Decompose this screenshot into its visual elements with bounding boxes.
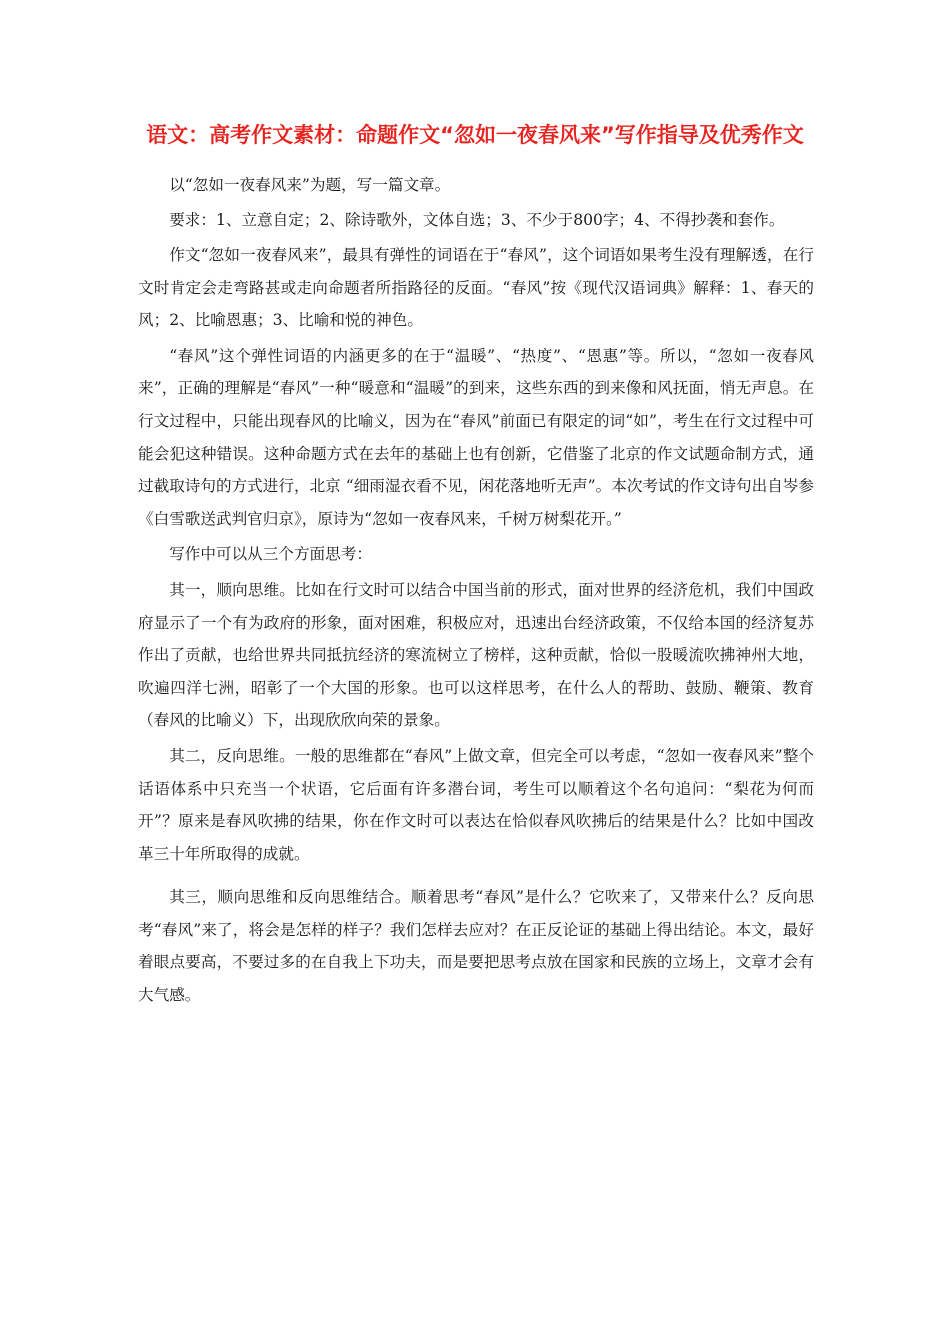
- paragraph-prompt: 以“忽如一夜春风来”为题，写一篇文章。: [169, 176, 451, 194]
- document-body: [138, 170, 814, 1012]
- paragraph-requirements: 要求：1、立意自定；2、除诗歌外，文体自选；3、不少于800字；4、不得抄袭和套作。: [169, 210, 785, 229]
- paragraph-spring-wind: “春风”这个弹性词语的内涵更多的在于“温暖”、“热度”、“恩惠”等。所以，“忽如一夜春风来”，正确的理解是“春风”一种“暖意和“温暖”的到来，这些东西的到来像和风抚面，悄无声息。在行文过程中，只能出现春风的比喻义，因为在“春风”前面已有限定的词“如”，考生在行文过程中可能会犯这种错误。这种命题方式在去年的基础上也有创新，它借鉴了北京的作文试题命制方式，通过截取诗句的方式进行，北京 “细雨湿衣看不见，闲花落地听无声”。本次考试的作文诗句出自岑参《白雪歌送武判官归京》，原诗为“忽如一夜春风来，千树万树梨花开。”: [138, 346, 814, 528]
- paragraph-three-aspects: 写作中可以从三个方面思考：: [169, 545, 372, 564]
- paragraph-third-approach: 其三，顺向思维和反向思维结合。顺着思考“春风”是什么？它吹来了，又带来什么？反向思考“春风”来了，将会是怎样的样子？我们怎样去应对？在正反论证的基础上得出结论。本文，最好着眼点要高，不要过多的在自我上下功夫，而是要把思考点放在国家和民族的立场上，文章才会有大气感。: [138, 888, 814, 1005]
- paragraph-first-approach: 其一，顺向思维。比如在行文时可以结合中国当前的形式，面对世界的经济危机，我们中国政府显示了一个有为政府的形象，面对困难，积极应对，迅速出台经济政策，不仅给本国的经济复苏作出了贡献，也给世界共同抵抗经济的寒流树立了榜样，这种贡献，恰似一股暖流吹拂神州大地，吹遍四洋七洲，昭彰了一个大国的形象。也可以这样思考，在什么人的帮助、鼓励、鞭策、教育（春风的比喻义）下，出现欣欣向荣的景象。: [138, 580, 814, 730]
- document-title: 语文：高考作文素材：命题作文“忽如一夜春风来”写作指导及优秀作文: [146, 123, 804, 147]
- paragraph-second-approach: 其二，反向思维。一般的思维都在“春风”上做文章，但完全可以考虑，“忽如一夜春风来”整个话语体系中只充当一个状语，它后面有许多潜台词，考生可以顺着这个名句追问：“梨花为何而开”？原来是春风吹拂的结果，你在作文时可以表达在恰似春风吹拂后的结果是什么？比如中国改革三十年所取得的成就。: [138, 746, 814, 863]
- paragraph-analysis: 作文“忽如一夜春风来”，最具有弹性的词语在于“春风”，这个词语如果考生没有理解透，在行文时肯定会走弯路甚或走向命题者所指路径的反面。“春风”按《现代汉语词典》解释：1、春天的风；2、比喻恩惠；3、比喻和悦的神色。: [138, 246, 814, 330]
